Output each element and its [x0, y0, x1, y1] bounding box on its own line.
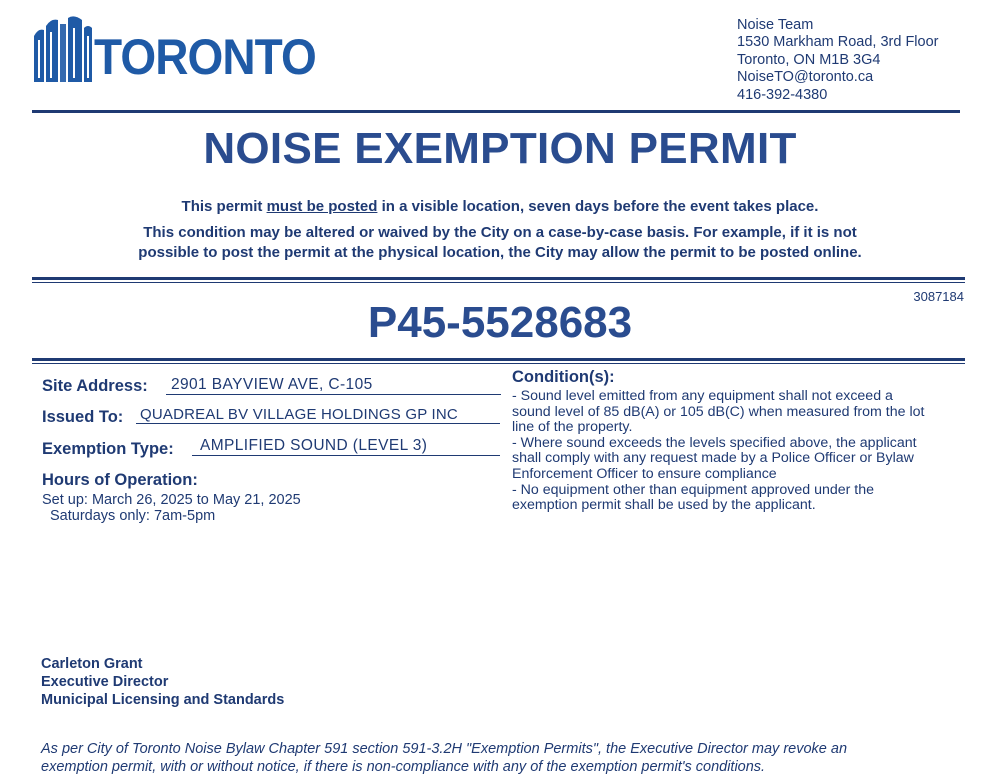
condition-line: - Sound level emitted from any equipment shall not exceed a: [512, 388, 893, 404]
condition-line: line of the property.: [512, 419, 633, 436]
header-divider: [32, 110, 960, 113]
conditions-title: Condition(s):: [512, 368, 615, 386]
notice-divider-bottom: [32, 282, 965, 283]
exemption-type-label: Exemption Type:: [42, 440, 174, 458]
site-address-label: Site Address:: [42, 377, 148, 395]
footer-line1: As per City of Toronto Noise Bylaw Chapter 591 section 591-3.2H "Exemption Permits", the Executive Director may revoke an: [41, 741, 848, 757]
condition-line: exemption permit shall be used by the applicant.: [512, 497, 816, 514]
condition-line: sound level of 85 dB(A) or 105 dB(C) when measured from the lot: [512, 403, 925, 420]
hours-line1: Set up: March 26, 2025 to May 21, 2025: [42, 492, 301, 508]
logo-wordmark: TORONTO: [94, 29, 316, 85]
condition-line: - Where sound exceeds the levels specified above, the applicant: [512, 434, 917, 451]
contact-block: [737, 17, 939, 104]
hours-label: Hours of Operation:: [42, 471, 198, 489]
signatory-name: Carleton Grant: [41, 656, 143, 672]
condition-line: shall comply with any request made by a Police Officer or Bylaw: [512, 450, 914, 467]
permit-divider-bottom: [32, 363, 965, 364]
condition-line: Enforcement Officer to ensure compliance: [512, 465, 777, 482]
toronto-logo: [32, 14, 316, 88]
issued-to-label: Issued To:: [42, 408, 124, 426]
notice-line1-post: in a visible location, seven days before the event takes place.: [377, 198, 819, 215]
notice-divider-top: [32, 277, 965, 280]
conditions-list: [512, 389, 967, 514]
notice-line2: This condition may be altered or waived by the City on a case-by-case basis. For example, if it is not: [143, 224, 857, 241]
condition-line: - No equipment other than equipment approved under the: [512, 481, 875, 498]
signatory-division: Municipal Licensing and Standards: [41, 692, 285, 708]
page-title: NOISE EXEMPTION PERMIT: [203, 124, 797, 173]
contact-address-line1: 1530 Markham Road, 3rd Floor: [737, 34, 939, 51]
footer-line2: exemption permit, with or without notice, if there is non-compliance with any of the exemption permit's conditions.: [41, 758, 766, 775]
contact-phone: 416-392-4380: [737, 86, 828, 103]
permit-number: P45-5528683: [367, 298, 633, 347]
notice-line3: possible to post the permit at the physical location, the City may allow the permit to be posted online.: [138, 244, 862, 261]
reference-number: 3087184: [913, 289, 964, 304]
notice-line1-emphasis: must be posted: [266, 198, 378, 215]
footer-note: [41, 741, 941, 776]
hours-line2: Saturdays only: 7am-5pm: [50, 508, 216, 524]
contact-address-line2: Toronto, ON M1B 3G4: [737, 51, 881, 68]
notice-line1-pre: This permit: [181, 198, 267, 215]
exemption-type-value: AMPLIFIED SOUND (LEVEL 3): [192, 437, 500, 456]
issued-to-value: QUADREAL BV VILLAGE HOLDINGS GP INC: [136, 406, 500, 424]
contact-email[interactable]: NoiseTO@toronto.ca: [737, 69, 874, 86]
notice-line1: [0, 198, 1000, 215]
site-address-value: 2901 BAYVIEW AVE, C-105: [166, 376, 501, 395]
signatory-title: Executive Director: [41, 674, 169, 690]
contact-team: Noise Team: [737, 17, 814, 33]
permit-divider-top: [32, 358, 965, 361]
